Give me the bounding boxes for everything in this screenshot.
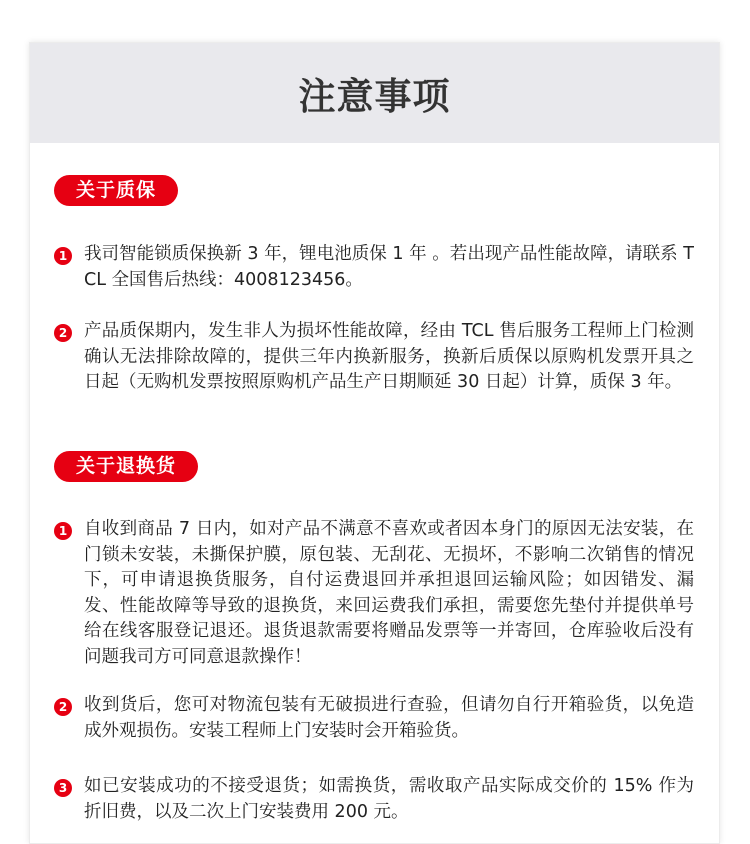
notice-card	[29, 42, 720, 844]
number-badge: 3	[54, 779, 72, 797]
number-badge: 1	[54, 247, 72, 265]
list-item	[54, 517, 694, 670]
item-text: 自收到商品 7 日内，如对产品不满意不喜欢或者因本身门的原因无法安装，在门锁未安装，未撕保护膜，原包装、无刮花、无损坏，不影响二次销售的情况下，可申请退换货服务，自付运费退回并承担退回运输风险；如因错发、漏发、性能故障等导致的退换货，来回运费我们承担，需要您先垫付并提供单号给在线客服登记退还。退货退款需要将赠品发票等一并寄回，仓库验收后没有问题我司方可同意退款操作！	[84, 519, 694, 667]
list-item	[54, 693, 694, 744]
section-label-returns: 关于退换货	[54, 451, 198, 482]
number-badge: 1	[54, 522, 72, 540]
list-item	[54, 774, 694, 825]
item-text: 我司智能锁质保换新 3 年，锂电池质保 1 年 。若出现产品性能故障，请联系 TCL 全国售后热线：4008123456。	[84, 244, 694, 290]
number-badge: 2	[54, 324, 72, 342]
item-text: 如已安装成功的不接受退货；如需换货，需收取产品实际成交价的 15% 作为折旧费，以及二次上门安装费用 200 元。	[84, 776, 694, 822]
card-header	[30, 43, 719, 143]
number-badge: 2	[54, 698, 72, 716]
item-text: 收到货后，您可对物流包装有无破损进行查验，但请勿自行开箱验货，以免造成外观损伤。安装工程师上门安装时会开箱验货。	[84, 695, 694, 741]
section-label-warranty: 关于质保	[54, 175, 178, 206]
list-item	[54, 242, 694, 293]
item-text: 产品质保期内，发生非人为损坏性能故障，经由 TCL 售后服务工程师上门检测确认无法排除故障的，提供三年内换新服务，换新后质保以原购机发票开具之日起（无购机发票按照原购机产品生产日期顺延 30 日起）计算，质保 3 年。	[84, 321, 694, 392]
page-title: 注意事项	[298, 75, 451, 118]
list-item	[54, 319, 694, 396]
